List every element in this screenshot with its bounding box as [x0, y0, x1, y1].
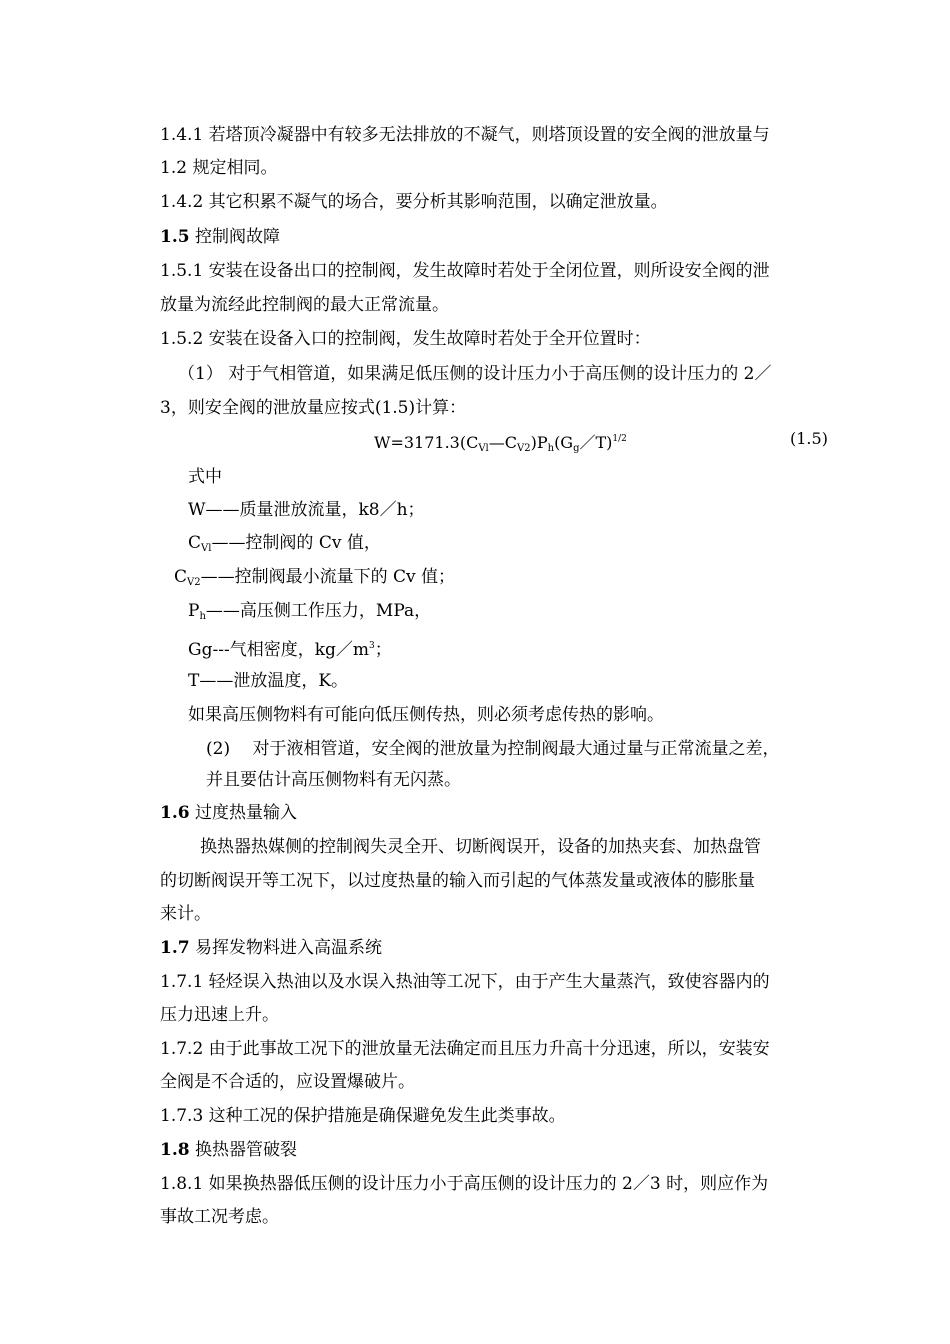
def-cv1: $C_{Vl}——$控制阀的 Cv 值，	[188, 533, 381, 554]
def-gg: Gg---气相密度，$kg/m^3$；	[188, 640, 392, 660]
heading-text: 控制阀故障	[194, 227, 280, 247]
para-1-4-2: 1.4.2 其它积累不凝气的场合，要分析其影响范围，以确定泄放量。	[160, 192, 668, 212]
def-ph: $P_h——$高压侧工作压力，MPa，	[188, 601, 432, 622]
heading-number: 1.7	[160, 938, 190, 958]
para-1-5-1-cont: 放量为流经此控制阀的最大正常流量。	[160, 295, 449, 315]
para-1-8-1: 1.8.1 如果换热器低压侧的设计压力小于高压侧的设计压力的 2／3 时，则应作为	[160, 1174, 769, 1194]
equation-1-5: $W=3171.3(C_{Vl}—C_{V2})P_h(G_g/T)^{1/2}$	[374, 433, 627, 454]
para-1-7-1: 1.7.1 轻烃误入热油以及水误入热油等工况下，由于产生大量蒸汽，致使容器内的	[160, 972, 770, 992]
def-w: W——质量泄放流量，k8／h；	[188, 500, 425, 520]
para-1-4-1: 1.4.1 若塔顶冷凝器中有较多无法排放的不凝气，则塔顶设置的安全阀的泄放量与	[160, 125, 770, 145]
item-1-gas: （1） 对于气相管道，如果满足低压侧的设计压力小于高压侧的设计压力的 2／	[178, 364, 772, 384]
heading-1-8	[160, 1139, 297, 1161]
para-1-8-1-cont: 事故工况考虑。	[160, 1207, 279, 1227]
para-1-7-1-cont: 压力迅速上升。	[160, 1005, 279, 1025]
para-1-7-2: 1.7.2 由于此事故工况下的泄放量无法确定而且压力升高十分迅速，所以，安装安	[160, 1039, 770, 1059]
heading-number: 1.6	[160, 803, 190, 823]
para-1-6-cont1: 的切断阀误开等工况下，以过度热量的输入而引起的气体蒸发量或液体的膨胀量	[160, 871, 755, 891]
para-1-6-cont2: 来计。	[160, 904, 211, 924]
item-1-gas-cont: 3，则安全阀的泄放量应按式(1.5)计算：	[160, 398, 467, 418]
para-1-5-1: 1.5.1 安装在设备出口的控制阀，发生故障时若处于全闭位置，则所设安全阀的泄	[160, 261, 770, 281]
item-2-liquid: (2) 对于液相管道，安全阀的泄放量为控制阀最大通过量与正常流量之差，	[206, 739, 780, 759]
para-1-5-2: 1.5.2 安装在设备入口的控制阀，发生故障时若处于全开位置时：	[160, 329, 651, 349]
equation-number: (1.5)	[790, 429, 828, 448]
heading-text: 过度热量输入	[194, 803, 297, 823]
where-label: 式中	[188, 467, 222, 487]
heading-1-5	[160, 226, 280, 248]
def-t: T——泄放温度，K。	[188, 671, 349, 691]
heading-text: 易挥发物料进入高温系统	[194, 938, 382, 958]
para-1-4-1-cont: 1.2 规定相同。	[160, 158, 278, 178]
heading-1-6	[160, 802, 297, 824]
heading-text: 换热器管破裂	[194, 1140, 297, 1160]
note-heat-transfer: 如果高压侧物料有可能向低压侧传热，则必须考虑传热的影响。	[188, 705, 664, 725]
para-1-6: 换热器热媒侧的控制阀失灵全开、切断阀误开，设备的加热夹套、加热盘管	[200, 837, 761, 857]
heading-1-7	[160, 937, 382, 959]
item-2-liquid-cont: 并且要估计高压侧物料有无闪蒸。	[206, 770, 461, 790]
heading-number: 1.8	[160, 1140, 190, 1160]
para-1-7-2-cont: 全阀是不合适的，应设置爆破片。	[160, 1072, 415, 1092]
para-1-7-3: 1.7.3 这种工况的保护措施是确保避免发生此类事故。	[160, 1106, 566, 1126]
heading-number: 1.5	[160, 227, 190, 247]
def-cv2: $C_{V2}——$控制阀最小流量下的 Cv 值；	[174, 567, 456, 588]
